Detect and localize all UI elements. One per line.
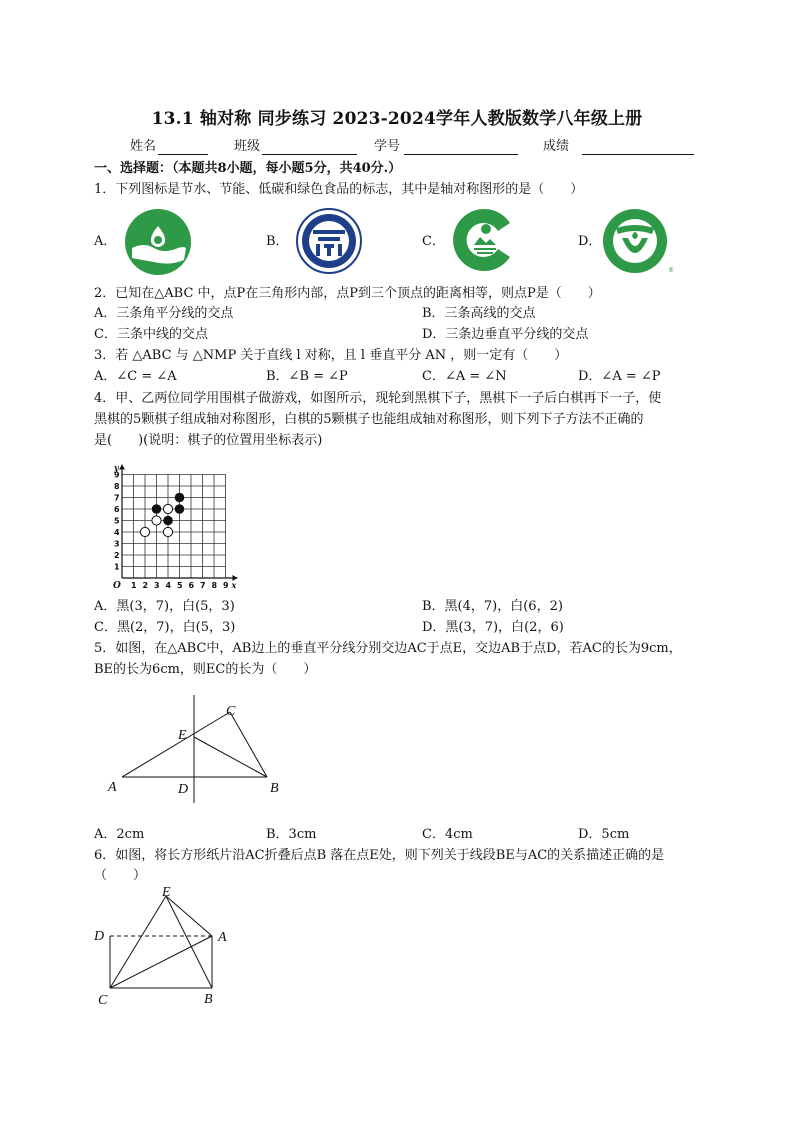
- q6-label-e: E: [162, 885, 171, 900]
- q5-stem-line1: 5．如图，在△ABC中，AB边上的垂直平分线分别交边AC于点E，交边AB于点D，若AC的长为9cm，: [94, 641, 682, 656]
- q1-stem: 1．下列图标是节水、节能、低碳和绿色食品的标志，其中是轴对称图形的是（ ）: [94, 182, 584, 197]
- svg-text:®: ®: [668, 267, 674, 274]
- x-tick-label: 6: [188, 581, 195, 590]
- black-stone: [175, 504, 185, 514]
- q6-label-d: D: [94, 929, 105, 944]
- water-saving-icon: [124, 208, 192, 276]
- x-tick-label: 7: [200, 581, 206, 590]
- low-carbon-icon: [450, 205, 518, 275]
- q2-stem: 2．已知在△ABC 中，点P在三角形内部，点P到三个顶点的距离相等，则点P是（ ）: [94, 286, 601, 301]
- x-axis-label: x: [231, 580, 237, 590]
- q2-option-a[interactable]: A．三条角平分线的交点: [94, 306, 234, 321]
- q3-option-c[interactable]: C．∠A = ∠N: [422, 369, 507, 384]
- x-tick-label: 1: [131, 581, 137, 590]
- q5-stem-line2: BE的长为6cm，则EC的长为（ ）: [94, 662, 317, 677]
- q5-label-e: E: [178, 728, 187, 743]
- class-field[interactable]: [262, 154, 357, 155]
- y-tick-label: 7: [114, 493, 120, 503]
- green-food-icon: [602, 208, 674, 276]
- q5-option-b[interactable]: B．3cm: [266, 827, 317, 842]
- id-label: 学号: [374, 139, 401, 154]
- x-tick-label: 3: [154, 581, 160, 590]
- black-stone: [175, 493, 185, 503]
- q5-option-a[interactable]: A．2cm: [94, 827, 145, 842]
- energy-saving-icon: [296, 208, 362, 274]
- q6-rectangle-fold-figure: [90, 884, 240, 1010]
- y-tick-label: 8: [114, 482, 120, 491]
- white-stone: [152, 516, 161, 525]
- q3-option-a[interactable]: A．∠C = ∠A: [94, 369, 177, 384]
- name-label: 姓名: [130, 139, 157, 154]
- q4-option-c[interactable]: C．黑(2，7)，白(5，3): [94, 620, 236, 635]
- black-stone: [152, 504, 162, 514]
- class-label: 班级: [234, 139, 261, 154]
- q1-option-b[interactable]: B．: [266, 234, 289, 249]
- y-tick-label: 5: [114, 516, 120, 526]
- q6-label-c: C: [98, 993, 108, 1008]
- q2-option-b[interactable]: B．三条高线的交点: [422, 306, 536, 321]
- x-tick-label: 9: [223, 581, 229, 590]
- y-tick-label: 4: [114, 528, 120, 537]
- section-heading: 一、选择题：（本题共8小题，每小题5分，共40分.）: [94, 161, 402, 176]
- y-tick-label: 6: [114, 505, 120, 514]
- q6-stem-line2: （ ）: [94, 868, 147, 883]
- q5-option-d[interactable]: D．5cm: [578, 827, 630, 842]
- q5-label-a: A: [108, 780, 117, 795]
- score-label: 成绩: [543, 139, 570, 154]
- q1-option-c[interactable]: C．: [422, 234, 445, 249]
- x-tick-label: 2: [142, 581, 149, 590]
- score-field[interactable]: [582, 154, 694, 155]
- x-tick-label: 4: [165, 581, 172, 590]
- q3-stem: 3．若 △ABC 与 △NMP 关于直线 l 对称，且 l 垂直平分 AN ，则一定有（ ）: [94, 348, 568, 363]
- y-axis-label: y: [114, 462, 119, 473]
- page-title: 13.1 轴对称 同步练习 2023-2024学年人教版数学八年级上册: [151, 109, 643, 129]
- go-board-chart: [104, 452, 254, 591]
- y-tick-label: 9: [114, 470, 120, 480]
- y-axis-arrow: [119, 465, 125, 470]
- q6-stem-line1: 6．如图，将长方形纸片沿AC折叠后点B 落在点E处，则下列关于线段BE与AC的关系描述正确的是: [94, 848, 665, 863]
- white-stone: [163, 504, 172, 513]
- q4-option-a[interactable]: A．黑(3，7)，白(5，3): [94, 599, 235, 614]
- q6-label-b: B: [204, 992, 213, 1007]
- id-field[interactable]: [404, 154, 518, 155]
- q5-label-b: B: [270, 781, 279, 796]
- x-tick-label: 8: [211, 581, 218, 590]
- name-field[interactable]: [158, 154, 208, 155]
- q5-triangle-figure: [100, 695, 290, 805]
- q4-stem-line3: 是( )(说明：棋子的位置用坐标表示): [94, 433, 323, 448]
- q2-option-d[interactable]: D．三条边垂直平分线的交点: [422, 327, 589, 342]
- q5-label-c: C: [226, 704, 236, 719]
- q3-option-d[interactable]: D．∠A = ∠P: [578, 369, 661, 384]
- q1-option-a[interactable]: A．: [94, 234, 117, 249]
- q3-option-b[interactable]: B．∠B = ∠P: [266, 369, 348, 384]
- white-stone: [140, 527, 149, 536]
- x-tick-label: 5: [177, 581, 183, 590]
- q4-option-d[interactable]: D．黑(3，7)，白(2，6): [422, 620, 564, 635]
- y-tick-label: 3: [114, 539, 120, 549]
- y-tick-label: 1: [114, 562, 120, 572]
- q5-label-d: D: [178, 782, 189, 797]
- q4-stem-line1: 4．甲、乙两位同学用围棋子做游戏，如图所示，现轮到黑棋下子，黑棋下一子后白棋再下一子，使: [94, 391, 662, 406]
- q4-stem-line2: 黑棋的5颗棋子组成轴对称图形，白棋的5颗棋子也能组成轴对称图形，则下列下子方法不正确的: [94, 412, 644, 427]
- y-tick-label: 2: [114, 551, 120, 560]
- q2-option-c[interactable]: C．三条中线的交点: [94, 327, 208, 342]
- origin-label: O: [113, 581, 121, 591]
- q5-option-c[interactable]: C．4cm: [422, 827, 473, 842]
- q4-option-b[interactable]: B．黑(4，7)，白(6，2): [422, 599, 563, 614]
- q1-option-d[interactable]: D．: [578, 234, 602, 249]
- black-stone: [163, 516, 173, 526]
- q6-label-a: A: [218, 930, 227, 945]
- white-stone: [163, 527, 172, 536]
